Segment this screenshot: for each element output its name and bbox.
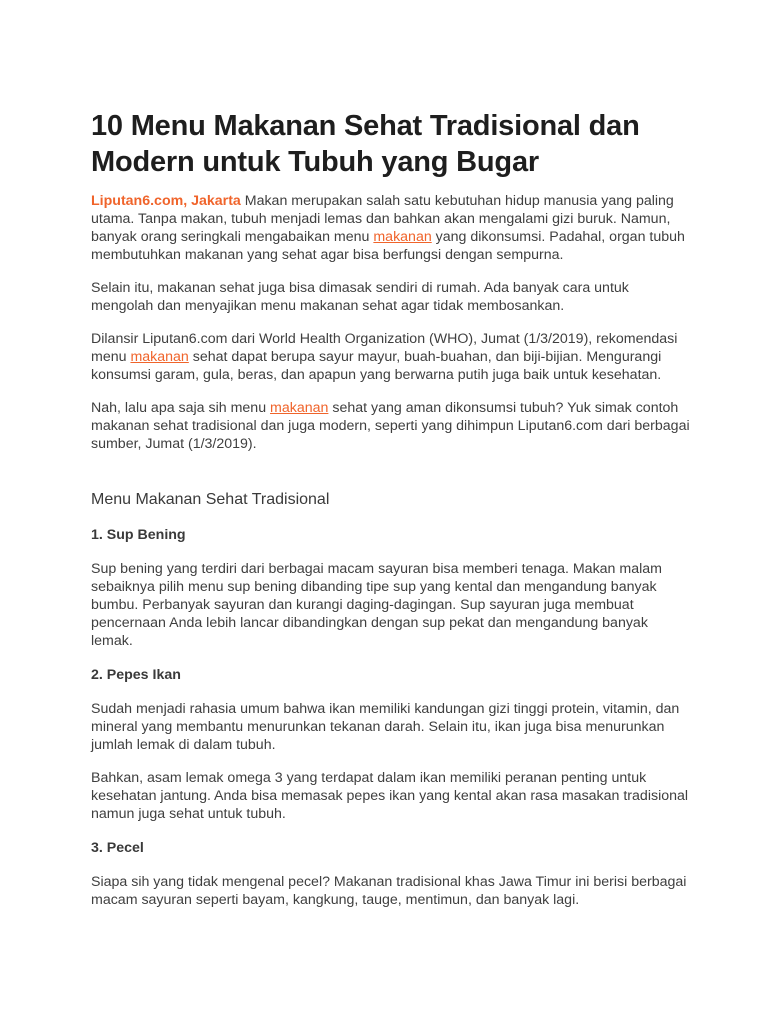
para4-text-2: sehat yang aman dikonsumsi tubuh? Yuk simak contoh makanan sehat tradisional dan juga modern, seperti yang dihimpun Liputan6.com dari berbagai sumber, Jumat (1/3/2019). bbox=[91, 400, 690, 452]
paragraph-4 bbox=[91, 399, 691, 453]
para4-text-1: Nah, lalu apa saja sih menu bbox=[91, 400, 271, 416]
intro-paragraph bbox=[91, 192, 691, 264]
section-heading: Menu Makanan Sehat Tradisional bbox=[91, 491, 330, 508]
item-paragraph: Siapa sih yang tidak mengenal pecel? Makanan tradisional khas Jawa Timur ini berisi berbagai macam sayuran seperti bayam, kangkung, tauge, mentimun, dan banyak lagi. bbox=[91, 874, 687, 908]
item-heading-pepes-ikan: 2. Pepes Ikan bbox=[91, 667, 181, 683]
makanan-link[interactable]: makanan bbox=[373, 229, 432, 245]
item-heading-sup-bening: 1. Sup Bening bbox=[91, 527, 186, 543]
para3-text-1: Dilansir Liputan6.com dari World Health Organization (WHO), Jumat (1/3/2019), rekomendasi menu bbox=[91, 331, 678, 365]
article bbox=[91, 108, 691, 909]
makanan-link[interactable]: makanan bbox=[130, 349, 189, 365]
item-paragraph: Sup bening yang terdiri dari berbagai macam sayuran bisa memberi tenaga. Makan malam sebaiknya pilih menu sup bening dibanding tipe sup yang kental dan mengandung banyak bumbu. Perbanyak sayuran dan kurangi daging-dagingan. Sup sayuran juga membuat pencernaan Anda lebih lancar dibandingkan dengan sup pekat dan mengandung banyak lemak. bbox=[91, 561, 662, 649]
intro-text-1: Makan merupakan salah satu kebutuhan hidup manusia yang paling utama. Tanpa makan, tubuh menjadi lemas dan bahkan akan mengalami gizi buruk. Namun, banyak orang seringkali mengabaikan menu bbox=[91, 193, 674, 245]
paragraph-2: Selain itu, makanan sehat juga bisa dimasak sendiri di rumah. Ada banyak cara untuk mengolah dan menyajikan menu makanan sehat agar tidak membosankan. bbox=[91, 280, 629, 314]
item-paragraph: Sudah menjadi rahasia umum bahwa ikan memiliki kandungan gizi tinggi protein, vitamin, dan mineral yang membantu menurunkan tekanan darah. Selain itu, ikan juga bisa menurunkan jumlah lemak di dalam tubuh. bbox=[91, 701, 680, 753]
para3-text-2: sehat dapat berupa sayur mayur, buah-buahan, dan biji-bijian. Mengurangi konsumsi garam, gula, beras, dan apapun yang berwarna putih juga baik untuk kesehatan. bbox=[91, 349, 662, 383]
source-label: Liputan6.com, Jakarta bbox=[91, 193, 241, 209]
item-paragraph: Bahkan, asam lemak omega 3 yang terdapat dalam ikan memiliki peranan penting untuk kesehatan jantung. Anda bisa memasak pepes ikan yang kental akan rasa masakan tradisional namun juga sehat untuk tubuh. bbox=[91, 770, 689, 822]
item-heading-pecel: 3. Pecel bbox=[91, 840, 144, 856]
paragraph-3 bbox=[91, 330, 691, 384]
article-title: 10 Menu Makanan Sehat Tradisional dan Modern untuk Tubuh yang Bugar bbox=[91, 110, 640, 178]
makanan-link[interactable]: makanan bbox=[270, 400, 329, 416]
intro-text-2: yang dikonsumsi. Padahal, organ tubuh membutuhkan makanan yang sehat agar bisa berfungsi dengan sempurna. bbox=[91, 229, 685, 263]
